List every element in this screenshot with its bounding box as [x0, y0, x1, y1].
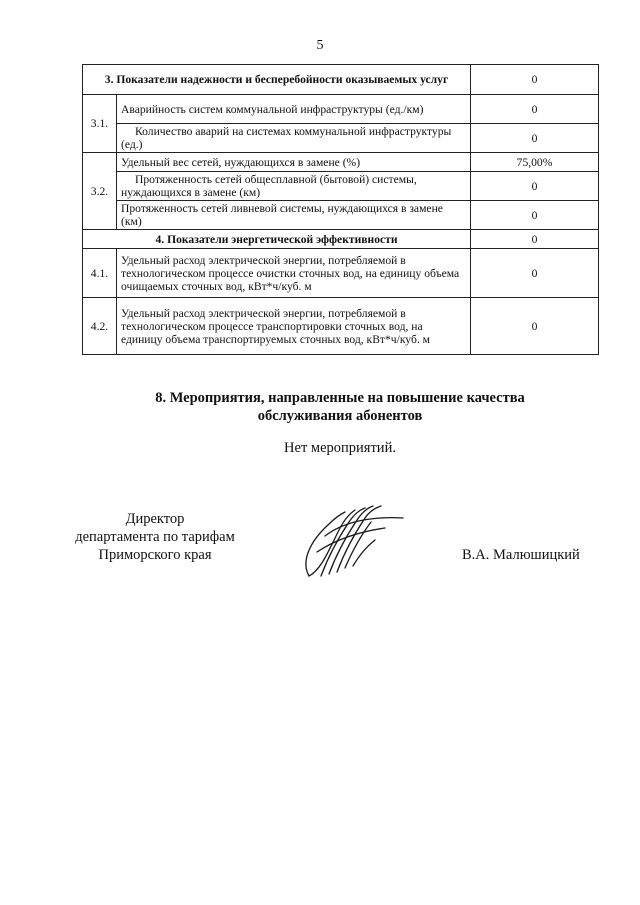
row-number: 4.2. — [83, 298, 117, 355]
table-row-section-4 — [83, 230, 599, 249]
table-cell-text: Удельный вес сетей, нуждающихся в замене (%) — [117, 153, 471, 172]
signer-name: В.А. Малюшицкий — [462, 547, 580, 563]
indicators-table — [82, 64, 599, 355]
section-8-heading — [90, 389, 590, 425]
table-cell-text: Протяженность сетей ливневой системы, нуждающихся в замене (км) — [117, 201, 471, 230]
table-cell-text: Количество аварий на системах коммунальной инфраструктуры (ед.) — [117, 124, 471, 153]
table-cell-value: 75,00% — [471, 153, 599, 172]
table-cell-value: 0 — [471, 124, 599, 153]
section-8-body: Нет мероприятий. — [284, 440, 396, 456]
section-8-heading-line2: обслуживания абонентов — [257, 408, 423, 424]
table-cell-value: 0 — [471, 249, 599, 298]
signer-title-line1: Директор — [125, 511, 185, 527]
table-row — [83, 249, 599, 298]
handwritten-signature — [295, 500, 407, 582]
row-number: 3.2. — [83, 153, 117, 230]
section-title: 4. Показатели энергетической эффективности — [83, 230, 471, 249]
table-row — [83, 201, 599, 230]
table-row — [83, 95, 599, 124]
table-cell-value: 0 — [471, 172, 599, 201]
table-cell-text: Удельный расход электрической энергии, потребляемой в технологическом процессе очистки сточных вод, на единицу объема очищаемых сточных вод, кВт*ч/куб. м — [117, 249, 471, 298]
table-row — [83, 153, 599, 172]
table-cell-value: 0 — [471, 230, 599, 249]
table-cell-value: 0 — [471, 298, 599, 355]
section-8-heading-line1: 8. Мероприятия, направленные на повышение качества — [155, 390, 525, 406]
signer-title — [60, 510, 250, 564]
table-cell-value: 0 — [471, 95, 599, 124]
table-cell-text: Аварийность систем коммунальной инфраструктуры (ед./км) — [117, 95, 471, 124]
table-cell-text: Протяженность сетей общесплавной (бытовой) системы, нуждающихся в замене (км) — [117, 172, 471, 201]
table-cell-text: Удельный расход электрической энергии, потребляемой в технологическом процессе транспортировки сточных вод, на единицу объема транспортируемых сточных вод, кВт*ч/куб. м — [117, 298, 471, 355]
row-number: 3.1. — [83, 95, 117, 153]
section-title: 3. Показатели надежности и бесперебойности оказываемых услуг — [83, 65, 471, 95]
row-number: 4.1. — [83, 249, 117, 298]
table-row-section-3 — [83, 65, 599, 95]
page-number: 5 — [316, 38, 324, 53]
table-cell-value: 0 — [471, 65, 599, 95]
signer-title-line3: Приморского края — [98, 547, 212, 563]
table-row — [83, 124, 599, 153]
signer-title-line2: департамента по тарифам — [75, 529, 235, 545]
table-row — [83, 298, 599, 355]
table-cell-value: 0 — [471, 201, 599, 230]
table-row — [83, 172, 599, 201]
